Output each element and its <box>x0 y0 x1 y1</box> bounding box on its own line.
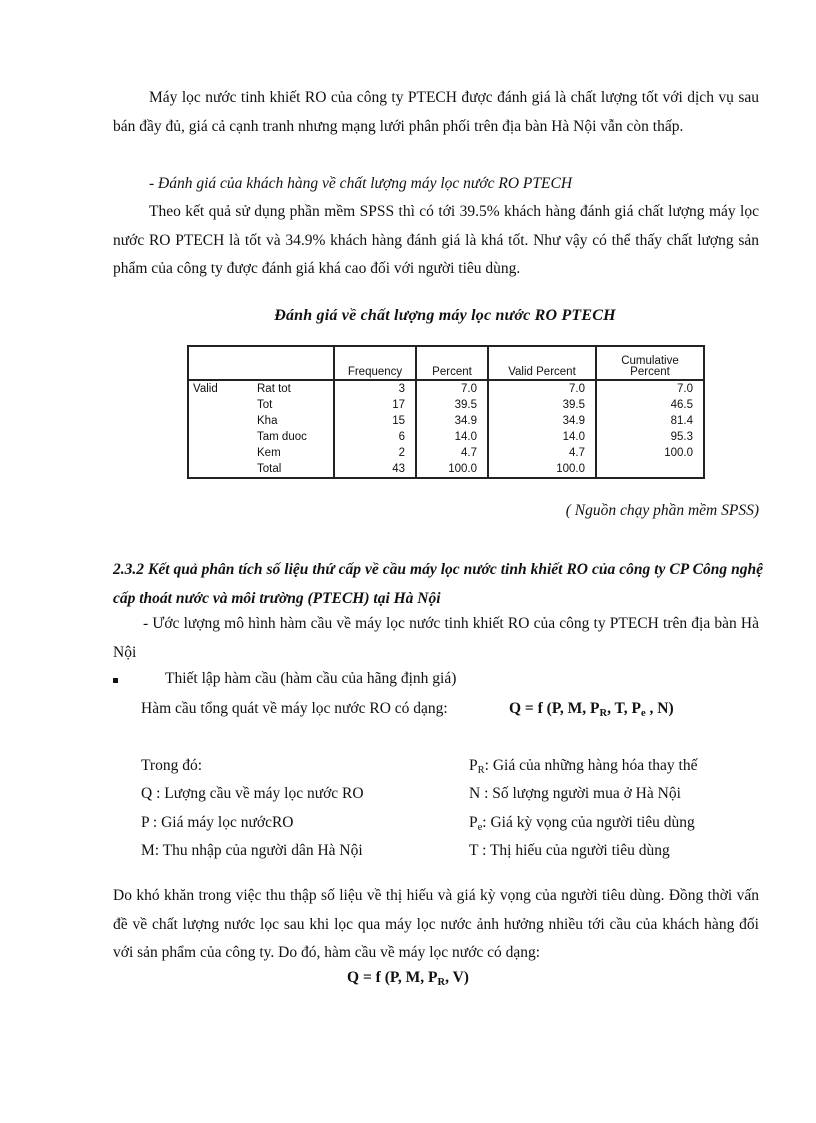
cell-frequency: 17 <box>334 397 416 413</box>
cell-cumulative: 7.0 <box>596 380 704 397</box>
paragraph-model-estimate: - Ước lượng mô hình hàm cầu về máy lọc nước tinh khiết RO của công ty PTECH trên địa bàn Hà Nội <box>113 615 759 661</box>
row-label: Tam duoc <box>253 429 334 445</box>
table-row <box>188 380 704 397</box>
cell-frequency: 3 <box>334 380 416 397</box>
table-row <box>188 397 704 413</box>
cell-valid-percent: 7.0 <box>488 380 596 397</box>
cell-percent: 39.5 <box>416 397 488 413</box>
cell-percent: 14.0 <box>416 429 488 445</box>
cell-percent: 4.7 <box>416 445 488 461</box>
table-source-note: ( Nguồn chạy phần mềm SPSS) <box>565 502 759 519</box>
row-label: Total <box>253 461 334 478</box>
row-label: Tot <box>253 397 334 413</box>
legend-t: T : Thị hiếu của người tiêu dùng <box>469 842 670 859</box>
legend-n: N : Số lượng người mua ở Hà Nội <box>469 785 681 802</box>
cell-cumulative: 95.3 <box>596 429 704 445</box>
row-label: Rat tot <box>253 380 334 397</box>
table-header-empty <box>188 346 253 380</box>
table-header-frequency: Frequency <box>334 346 416 380</box>
row-label: Kha <box>253 413 334 429</box>
table-header-cumulative: Cumulative Percent <box>596 346 704 380</box>
legend-where: Trong đó: <box>141 757 203 774</box>
cell-valid-percent: 100.0 <box>488 461 596 478</box>
reduced-demand-formula: Q = f (P, M, $P_R$, V) <box>347 969 469 988</box>
table-header-valid-percent: Valid Percent <box>488 346 596 380</box>
cell-cumulative <box>596 461 704 478</box>
cell-valid-percent: 4.7 <box>488 445 596 461</box>
paragraph-intro: Máy lọc nước tinh khiết RO của công ty PTECH được đánh giá là chất lượng tốt với dịch vụ sau bán đầy đủ, giá cả cạnh tranh nhưng mạng lưới phân phối trên địa bàn Hà Nội vẫn còn thấp. <box>113 89 759 135</box>
row-label: Kem <box>253 445 334 461</box>
section-heading: 2.3.2 Kết quả phân tích số liệu thứ cấp về cầu máy lọc nước tinh khiết RO của công ty CP Công nghệ cấp thoát nước và môi trường (PTECH) tại Hà Nội <box>113 561 763 607</box>
table-row <box>188 445 704 461</box>
cell-frequency: 6 <box>334 429 416 445</box>
bullet-square-icon <box>113 678 118 683</box>
legend-pr: $P_R$: Giá của những hàng hóa thay thế <box>469 757 698 776</box>
cell-frequency: 43 <box>334 461 416 478</box>
legend-m: M: Thu nhập của người dân Hà Nội <box>141 842 363 859</box>
general-demand-formula: Q = f (P, M, $P_R$, T, $P_e$ , N) <box>509 700 674 719</box>
table-row <box>188 413 704 429</box>
table-header-percent: Percent <box>416 346 488 380</box>
bullet-text: Thiết lập hàm cầu (hàm cầu của hãng định giá) <box>165 670 457 687</box>
cell-cumulative: 81.4 <box>596 413 704 429</box>
spss-frequency-table <box>187 345 705 479</box>
legend-pe: $P_e$: Giá kỳ vọng của người tiêu dùng <box>469 814 695 833</box>
cell-frequency: 2 <box>334 445 416 461</box>
table-row <box>188 429 704 445</box>
cell-valid-percent: 34.9 <box>488 413 596 429</box>
paragraph-subheading: - Đánh giá của khách hàng về chất lượng máy lọc nước RO PTECH <box>149 175 573 192</box>
cell-frequency: 15 <box>334 413 416 429</box>
cell-percent: 34.9 <box>416 413 488 429</box>
legend-q: Q : Lượng cầu về máy lọc nước RO <box>141 785 364 802</box>
cell-cumulative: 46.5 <box>596 397 704 413</box>
row-group-label: Valid <box>188 380 253 397</box>
cell-percent: 100.0 <box>416 461 488 478</box>
table-header-empty-2 <box>253 346 334 380</box>
paragraph-spss-result: Theo kết quả sử dụng phần mềm SPSS thì có tới 39.5% khách hàng đánh giá chất lượng máy lọc nước RO PTECH là tốt và 34.9% khách hàng đánh giá là khá tốt. Như vậy có thể thấy chất lượng sản phẩm của công ty được đánh giá khá cao đối với người tiêu dùng. <box>113 203 759 277</box>
cell-percent: 7.0 <box>416 380 488 397</box>
table-row <box>188 461 704 478</box>
cell-valid-percent: 39.5 <box>488 397 596 413</box>
formula-intro: Hàm cầu tổng quát về máy lọc nước RO có dạng: <box>141 700 448 717</box>
table-title: Đánh giá về chất lượng máy lọc nước RO PTECH <box>274 307 616 324</box>
cell-valid-percent: 14.0 <box>488 429 596 445</box>
paragraph-conclusion: Do khó khăn trong việc thu thập số liệu về thị hiếu và giá kỳ vọng của người tiêu dùng. Đồng thời vấn đề về chất lượng nước lọc sau khi lọc qua máy lọc nước ảnh hưởng nhiều tới cầu của khách hàng đối với sản phẩm của công ty. Do đó, hàm cầu về máy lọc nước có dạng: <box>113 887 759 961</box>
cell-cumulative: 100.0 <box>596 445 704 461</box>
legend-p: P : Giá máy lọc nướcRO <box>141 814 294 831</box>
